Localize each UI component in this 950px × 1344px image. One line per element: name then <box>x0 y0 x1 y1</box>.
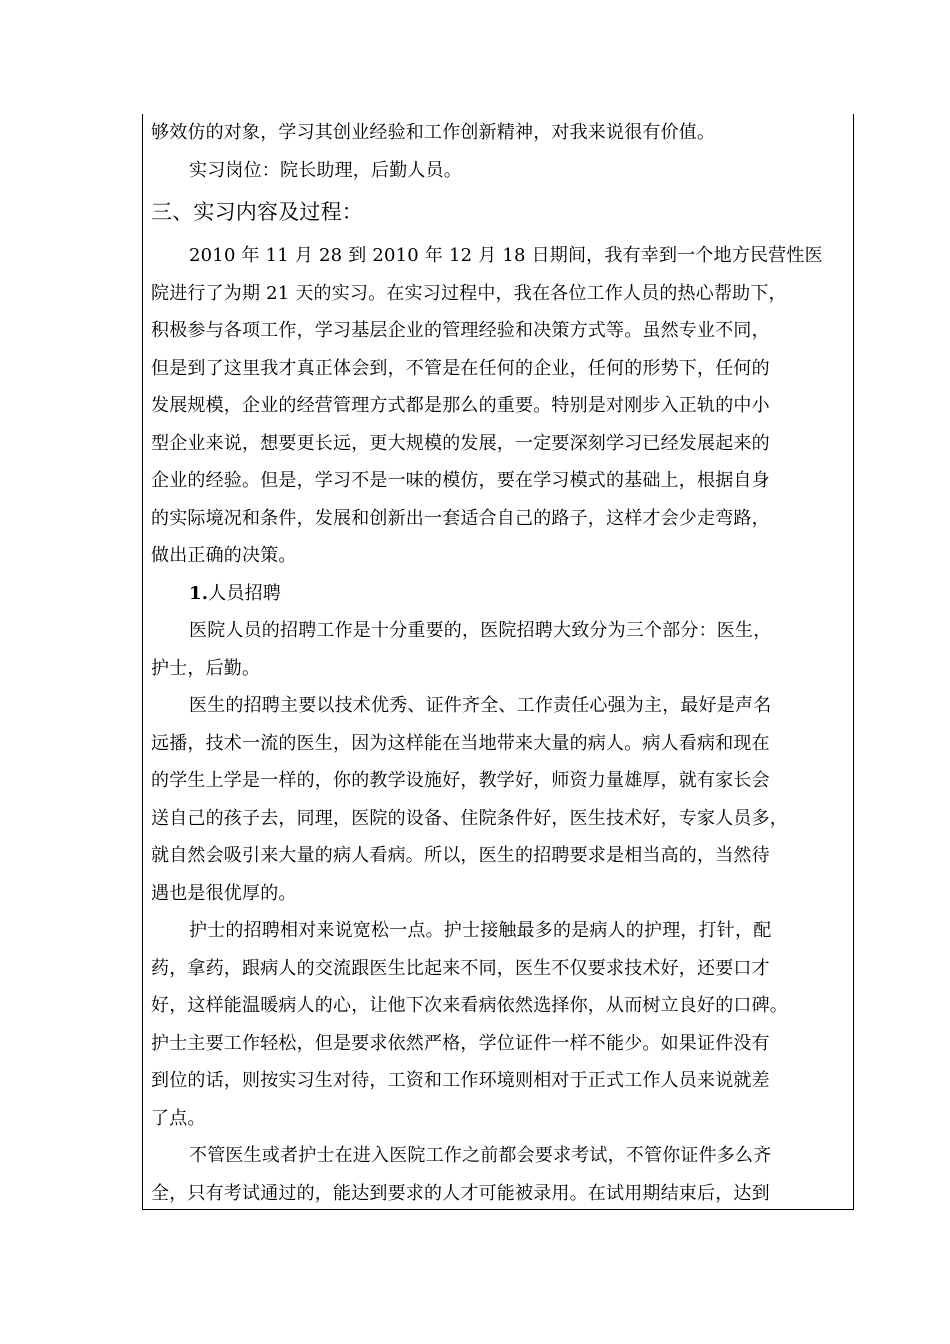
paragraph-3 <box>151 687 807 912</box>
subheading-recruitment <box>151 575 807 613</box>
paragraph-5 <box>151 1137 807 1212</box>
paragraph-line: 2010 年 11 月 28 到 2010 年 12 月 18 日期间，我有幸到一个地方民营性医 <box>189 245 823 266</box>
section-heading: 三、实习内容及过程： <box>151 200 363 224</box>
paragraph-line: 药，拿药，跟病人的交流跟医生比起来不同，医生不仅要求技术好，还要口才 <box>151 957 770 979</box>
paragraph-line: 做出正确的决策。 <box>151 545 297 566</box>
paragraph-line: 企业的经验。但是，学习不是一味的模仿，要在学习模式的基础上，根据自身 <box>151 470 770 491</box>
paragraph-line: 的实际境况和条件，发展和创新出一套适合自己的路子，这样才会少走弯路， <box>151 507 770 529</box>
paragraph-line: 护士主要工作轻松，但是要求依然严格，学位证件一样不能少。如果证件没有 <box>151 1032 770 1054</box>
paragraph-line: 院进行了为期 21 天的实习。在实习过程中，我在各位工作人员的热心帮助下， <box>151 282 787 304</box>
paragraph-line: 远播，技术一流的医生，因为这样能在当地带来大量的病人。病人看病和现在 <box>151 732 770 754</box>
intro-tail-line: 够效仿的对象，学习其创业经验和工作创新精神，对我来说很有价值。 <box>151 122 716 143</box>
paragraph-line: 但是到了这里我才真正体会到，不管是在任何的企业，任何的形势下，任何的 <box>151 357 770 379</box>
paragraph-1 <box>151 237 823 575</box>
paragraph-line: 积极参与各项工作，学习基层企业的管理经验和决策方式等。虽然专业不同， <box>151 320 770 341</box>
paragraph-line: 医生的招聘主要以技术优秀、证件齐全、工作责任心强为主，最好是声名 <box>189 695 772 716</box>
paragraph-line: 护士的招聘相对来说宽松一点。护士接触最多的是病人的护理，打针，配 <box>189 920 772 941</box>
subheading-title: 人员招聘 <box>208 582 282 604</box>
paragraph-line: 的学生上学是一样的，你的教学设施好，教学好，师资力量雄厚，就有家长会 <box>151 770 770 791</box>
paragraph-line: 护士，后勤。 <box>151 657 261 679</box>
paragraph-line: 送自己的孩子去，同理，医院的设备、住院条件好，医生技术好，专家人员多， <box>151 807 788 829</box>
paragraph-line: 了点。 <box>151 1107 206 1129</box>
document-body <box>151 114 823 1212</box>
subheading-number: 1. <box>189 582 209 604</box>
paragraph-line: 好，这样能温暖病人的心，让他下次来看病依然选择你，从而树立良好的口碑。 <box>151 995 788 1016</box>
paragraph-line: 发展规模，企业的经营管理方式都是那么的重要。特别是对刚步入正轨的中小 <box>151 395 770 416</box>
paragraph-line: 就自然会吸引来大量的病人看病。所以，医生的招聘要求是相当高的，当然待 <box>151 845 770 866</box>
paragraph-line: 医院人员的招聘工作是十分重要的，医院招聘大致分为三个部分：医生， <box>189 620 772 641</box>
paragraph-line: 型企业来说，想要更长远，更大规模的发展，一定要深刻学习已经发展起来的 <box>151 432 770 454</box>
paragraph-line: 到位的话，则按实习生对待，工资和工作环境则相对于正式工作人员来说就差 <box>151 1070 770 1091</box>
paragraph-4 <box>151 912 807 1137</box>
paragraph-line: 全，只有考试通过的，能达到要求的人才可能被录用。在试用期结束后，达到 <box>151 1182 770 1204</box>
paragraph-line: 不管医生或者护士在进入医院工作之前都会要求考试，不管你证件多么齐 <box>189 1145 772 1166</box>
paragraph-line: 遇也是很优厚的。 <box>151 882 297 904</box>
position-line: 实习岗位：院长助理，后勤人员。 <box>189 159 462 181</box>
paragraph-2 <box>151 612 807 687</box>
